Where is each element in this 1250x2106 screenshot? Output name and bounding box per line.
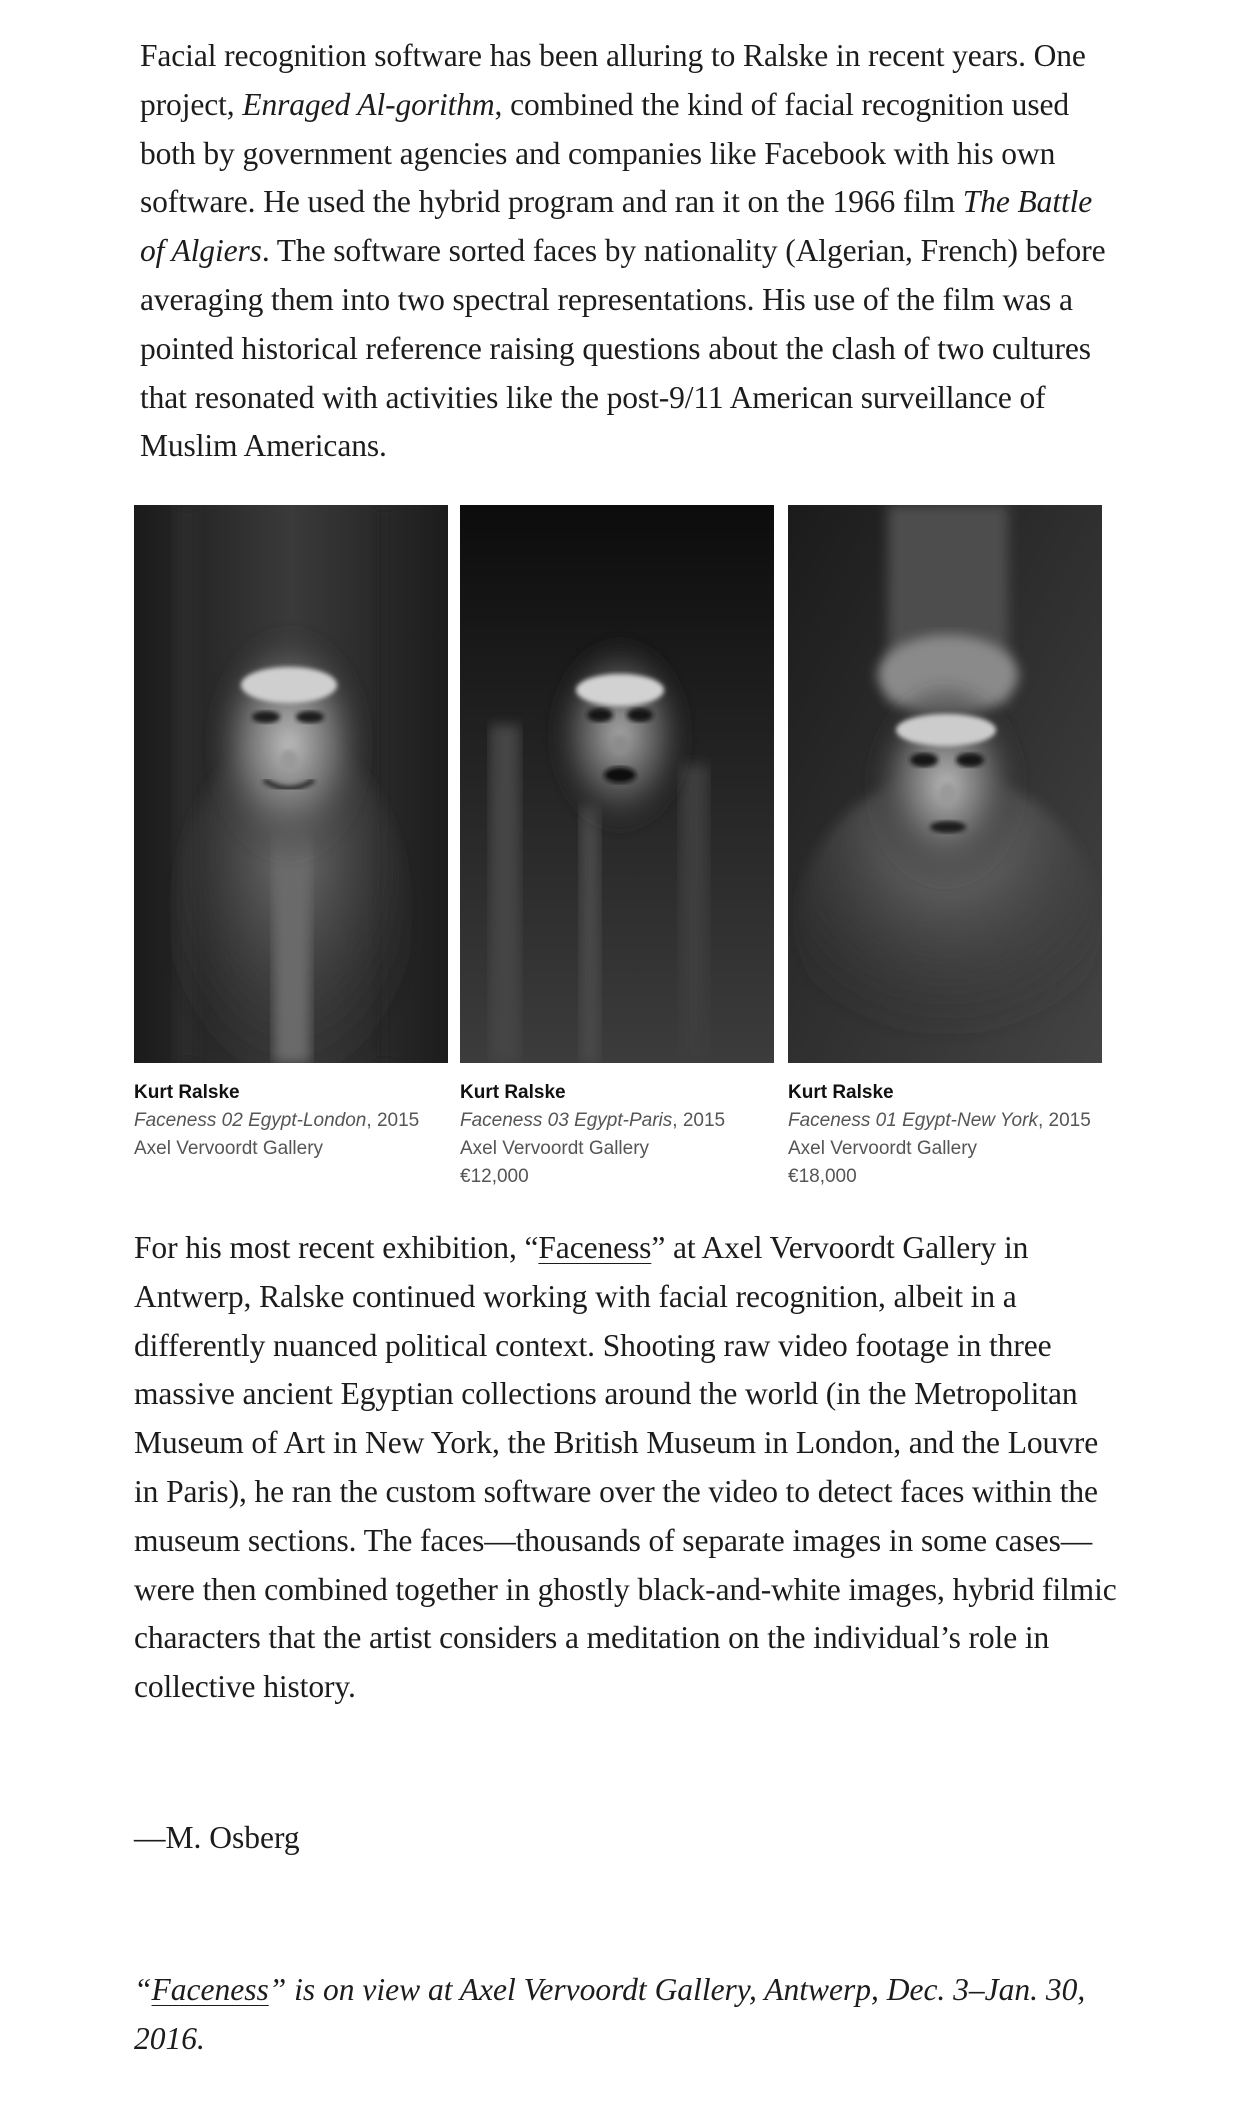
- artwork-card-faceness-01[interactable]: [788, 505, 1102, 1191]
- artwork-year: , 2015: [366, 1110, 420, 1131]
- faceness-link[interactable]: Faceness: [538, 1230, 652, 1265]
- exhibition-footnote: [134, 1966, 1094, 2064]
- artwork-gallery-name: Axel Vervoordt Gallery: [134, 1138, 324, 1159]
- artwork-card-faceness-03[interactable]: [460, 505, 774, 1191]
- artwork-price: €12,000: [460, 1166, 529, 1187]
- artwork-artist: Kurt Ralske: [460, 1082, 566, 1103]
- artwork-title: Faceness 02 Egypt-London: [134, 1110, 367, 1131]
- artwork-gallery-name: Axel Vervoordt Gallery: [460, 1138, 650, 1159]
- footnote-text: ” is on view at Axel Vervoordt Gallery, Antwerp, Dec. 3–Jan. 30, 2016.: [134, 1972, 1086, 2056]
- artwork-card-faceness-02[interactable]: [134, 505, 448, 1163]
- artwork-title-line: [134, 1107, 448, 1135]
- artwork-year: , 2015: [1037, 1110, 1091, 1131]
- artwork-caption: [134, 1079, 448, 1163]
- artwork-caption: [788, 1079, 1102, 1191]
- artwork-title: Faceness 03 Egypt-Paris: [460, 1110, 673, 1131]
- exhibition-text-2: ” at Axel Vervoordt Gallery in Antwerp, Ralske continued working with facial recognition, albeit in a differently nuanced political context. Shooting raw video footage in three massive ancient Egyptian collections around the world (in the Metropolitan Museum of Art in New York, the British Museum in London, and the Louvre in Paris), he ran the custom software over the video to detect faces within the museum sections. The faces—thousands of separate images in some cases—were then combined together in ghostly black-and-white images, hybrid filmic characters that the artist considers a meditation on the individual’s role in collective history.: [134, 1230, 1117, 1705]
- artwork-year: , 2015: [672, 1110, 726, 1131]
- intro-text-3: . The software sorted faces by nationality (Algerian, French) before averaging them into two spectral representations. His use of the film was a pointed historical reference raising questions about the clash of two cultures that resonated with activities like the post-9/11 American surveillance of Muslim Americans.: [140, 233, 1106, 464]
- artwork-gallery: [134, 505, 1100, 1185]
- artwork-image-faceness-01[interactable]: [788, 505, 1102, 1063]
- film-title: The Battle of Algiers: [140, 184, 1093, 269]
- intro-text-2: , combined the kind of facial recognition used both by government agencies and companies like Facebook with his own software. He used the hybrid program and ran it on the 1966 film: [140, 86, 1070, 220]
- footnote-faceness-link[interactable]: Faceness: [151, 1972, 269, 2007]
- artwork-caption: [460, 1079, 774, 1191]
- footnote-quote: “: [134, 1972, 152, 2007]
- artwork-price: €18,000: [788, 1166, 857, 1187]
- artwork-title: Faceness 01 Egypt-New York: [788, 1110, 1038, 1131]
- artwork-gallery-name: Axel Vervoordt Gallery: [788, 1138, 978, 1159]
- exhibition-paragraph: [134, 1224, 1124, 1712]
- artwork-image-faceness-03[interactable]: [460, 505, 774, 1063]
- artwork-title-line: [460, 1107, 774, 1135]
- project-title: Enraged Al-gorithm: [242, 86, 495, 122]
- artwork-artist: Kurt Ralske: [788, 1082, 894, 1103]
- intro-paragraph: [140, 32, 1120, 471]
- author-signature: —M. Osberg: [134, 1820, 300, 1855]
- artwork-title-line: [788, 1107, 1102, 1135]
- artwork-image-faceness-02[interactable]: [134, 505, 448, 1063]
- artwork-artist: Kurt Ralske: [134, 1082, 240, 1103]
- exhibition-text-1: For his most recent exhibition, “: [134, 1230, 539, 1265]
- intro-text-1: Facial recognition software has been alluring to Ralske in recent years. One project,: [140, 38, 1086, 122]
